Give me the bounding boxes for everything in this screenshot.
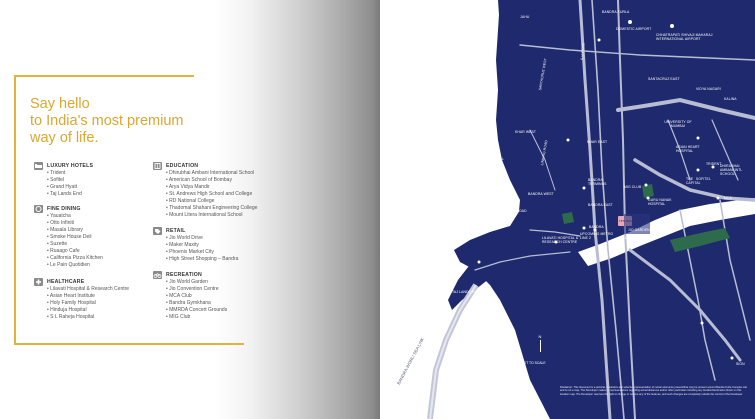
list-item: • California Pizza Kitchen [47,255,103,262]
medical-cross-icon [34,278,43,286]
list-item: • Phoenix Market City [166,249,238,256]
map-label-trident: TRIDENT [706,162,722,166]
category-list [47,286,129,321]
location-map [380,0,755,419]
list-item: • Smoke House Deli [47,234,103,241]
category-title: EDUCATION [166,163,199,169]
map-label-dhirubhai: DHIRUBHAI AMBANI INTL SCHOOL [720,164,743,176]
map-label-kalina: KALINA [724,97,737,101]
list-item: • Le Pain Quotidien [47,262,103,269]
category-title: HEALTHCARE [47,279,85,285]
park-area-small [642,184,654,198]
not-to-scale-note: NOT TO SCALE [521,361,546,365]
headline-line-2: to India's most premium [30,113,184,129]
list-item: • High Street Shopping – Bandra [166,256,238,263]
list-item: • Bandra Gymkhana [166,300,227,307]
category-title: RECREATION [166,272,202,278]
category-list [47,170,93,198]
map-label-intl-airport: CHHATRAPATI SHIVAJI MAHARAJ INTERNATIONAL AIRPORT [656,33,713,41]
map-disclaimer: Disclaimer: This document is a pictorial, illustrative and selective representation of certain elements present/that may be present around Bandra Kurla Complex site and is not a map. The Developer makes no representations regarding actual distances and/or other particulars including any location/landmarks shown on this location map. The Developer reserves the right to change or remove any of the features, and such changes are completely outside the control of the Developer. [560,386,748,396]
category-education [166,163,257,219]
map-label-khar-east: KHAR EAST [587,140,608,144]
map-label-hill-road: HILL ROAD [508,209,527,213]
headline-line-3: way of life. [30,130,99,146]
map-label-the-capital: THE CAPITAL [686,177,701,185]
map-label-university: UNIVERSITY OF MUMBAI [664,120,692,128]
list-item: • Ruaago Cafe [47,248,103,255]
list-item: • MMRDA Concert Grounds [166,307,227,314]
category-title: FINE DINING [47,206,81,212]
list-item: • Sofitel [47,177,93,184]
park-area-bandra [562,212,574,224]
list-item: • Dhirubhai Ambani International School [166,170,257,177]
category-luxury-hotels [47,163,93,198]
map-label-juhu: JUHU [520,15,530,19]
map-label-bandra-east: BANDRA EAST [588,203,613,207]
map-label-asian-heart: ASIAN HEART HOSPITAL [676,145,700,153]
map-label-linking-road: LINKING ROAD [540,139,549,166]
list-item: • Taj Lands End [47,191,93,198]
list-item: • Jio World Garden [166,279,227,286]
list-item: • S L Raheja Hospital [47,314,129,321]
list-item: • American School of Bombay [166,177,257,184]
map-label-bandra-station: BANDRA [589,225,604,229]
list-item: • RD National College [166,198,257,205]
north-arrow-icon [540,340,541,352]
map-label-kala-nagar: KALA NAGAR [620,236,643,240]
map-label-bandra-kurla: BANDRA KURLA [602,10,630,14]
bed-icon [34,162,43,170]
category-healthcare [47,279,129,321]
map-label-santacruz-west: SANTACRUZ WEST [538,57,548,91]
map-label-pali-hill: PALI HILL [488,157,505,161]
map-label-bandra-terminus: BANDRA TERMINUS [588,178,607,186]
plate-icon [34,205,43,213]
list-item: • MCA Club [166,293,227,300]
map-label-project-tpn: TPN BKC [619,219,633,223]
map-label-lilavati: LILAVATI HOSPITAL & RESEARCH CENTRE [542,236,579,244]
map-label-jio-garden: JIO GARDEN MALL [628,228,661,232]
map-label-vidya-nagari: VIDYA NAGARI [696,87,721,91]
list-item: • Mount Litera International School [166,212,257,219]
list-item: • Jio Convention Centre [166,286,227,293]
category-title: LUXURY HOTELS [47,163,94,169]
map-label-sea-link: BANDRA-WORLI SEA LINK [396,336,425,386]
category-fine-dining [47,206,103,269]
map-label-bandra-west: BANDRA WEST [528,192,554,196]
bicycle-icon [153,271,162,279]
map-label-santacruz-east: SANTACRUZ EAST [648,77,680,81]
north-arrow [530,334,550,353]
list-item: • Masala Library [47,227,103,234]
map-label-khar-west: KHAR WEST [515,130,537,134]
list-item: • Asian Heart Institute [47,293,129,300]
list-item: • Trident [47,170,93,177]
book-icon [153,162,162,170]
north-label: N [538,334,542,339]
map-label-mca: MCA [724,196,732,200]
category-retail [166,228,238,263]
list-item: • MIG Club [166,314,227,321]
map-label-domestic-airport: DOMESTIC AIRPORT [616,27,652,31]
headline-line-1: Say hello [30,96,90,112]
page-headline [30,96,230,147]
list-item: • Jio World Drive [166,235,238,242]
list-item: • Thadomal Shahani Engineering College [166,205,257,212]
list-item: • Lilavati Hospital & Research Centre [47,286,129,293]
category-list [166,235,238,263]
shopping-tag-icon [153,227,162,235]
map-label-sion: SION [736,362,745,366]
map-label-mig-club: MIG CLUB [624,185,642,189]
list-item: • St. Andrews High School and College [166,191,257,198]
list-item: • Hinduja Hospital [47,307,129,314]
category-recreation [166,272,227,321]
list-item: • Suzette [47,241,103,248]
category-list [166,279,227,321]
map-label-sv-road: S.V. ROAD [580,42,586,61]
list-item: • Arya Vidya Mandir [166,184,257,191]
map-label-guru-nanak: GURU NANAK HOSPITAL [648,198,672,206]
list-item: • Grand Hyatt [47,184,93,191]
map-label-taj-lands-end: TAJ LANDS END [452,290,480,294]
category-list [166,170,257,219]
list-item: • Yauatcha [47,213,103,220]
list-item: • Maker Maxity [166,242,238,249]
list-item: • Holy Family Hospital [47,300,129,307]
map-label-upcoming-metro: UPCOMING METRO LINE 2 [580,232,614,240]
list-item: • Otto Infiniti [47,220,103,227]
gold-bottom-rule [14,343,244,345]
category-list [47,213,103,269]
category-title: RETAIL [166,228,186,234]
map-label-sofitel: SOFITEL [696,177,711,181]
map-canvas [380,0,755,419]
